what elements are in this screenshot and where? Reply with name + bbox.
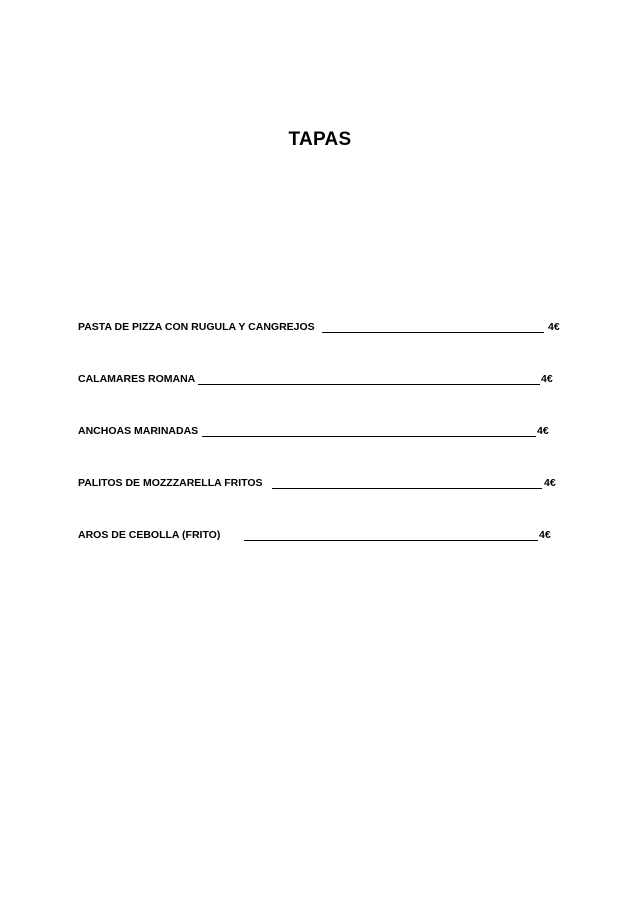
menu-item — [78, 420, 578, 472]
menu-item-price: 4€ — [539, 529, 551, 541]
menu-item-name: ANCHOAS MARINADAS — [78, 425, 199, 437]
menu-item-name: PASTA DE PIZZA CON RUGULA Y CANGREJOS — [78, 321, 315, 333]
menu-item-price: 4€ — [548, 321, 560, 333]
leader-line — [272, 488, 542, 489]
leader-line — [202, 436, 536, 437]
menu-item — [78, 524, 578, 576]
leader-line — [198, 384, 540, 385]
menu-item — [78, 472, 578, 524]
menu-item-name: AROS DE CEBOLLA (FRITO) — [78, 529, 221, 541]
menu-item — [78, 316, 578, 368]
menu-item-name: CALAMARES ROMANA — [78, 373, 196, 385]
leader-line — [322, 332, 544, 333]
page-title: TAPAS — [288, 129, 352, 150]
menu-item-price: 4€ — [537, 425, 549, 437]
menu-list — [78, 316, 578, 576]
menu-item — [78, 368, 578, 420]
menu-item-price: 4€ — [541, 373, 553, 385]
leader-line — [244, 540, 538, 541]
menu-item-name: PALITOS DE MOZZZARELLA FRITOS — [78, 477, 263, 489]
menu-item-price: 4€ — [544, 477, 556, 489]
